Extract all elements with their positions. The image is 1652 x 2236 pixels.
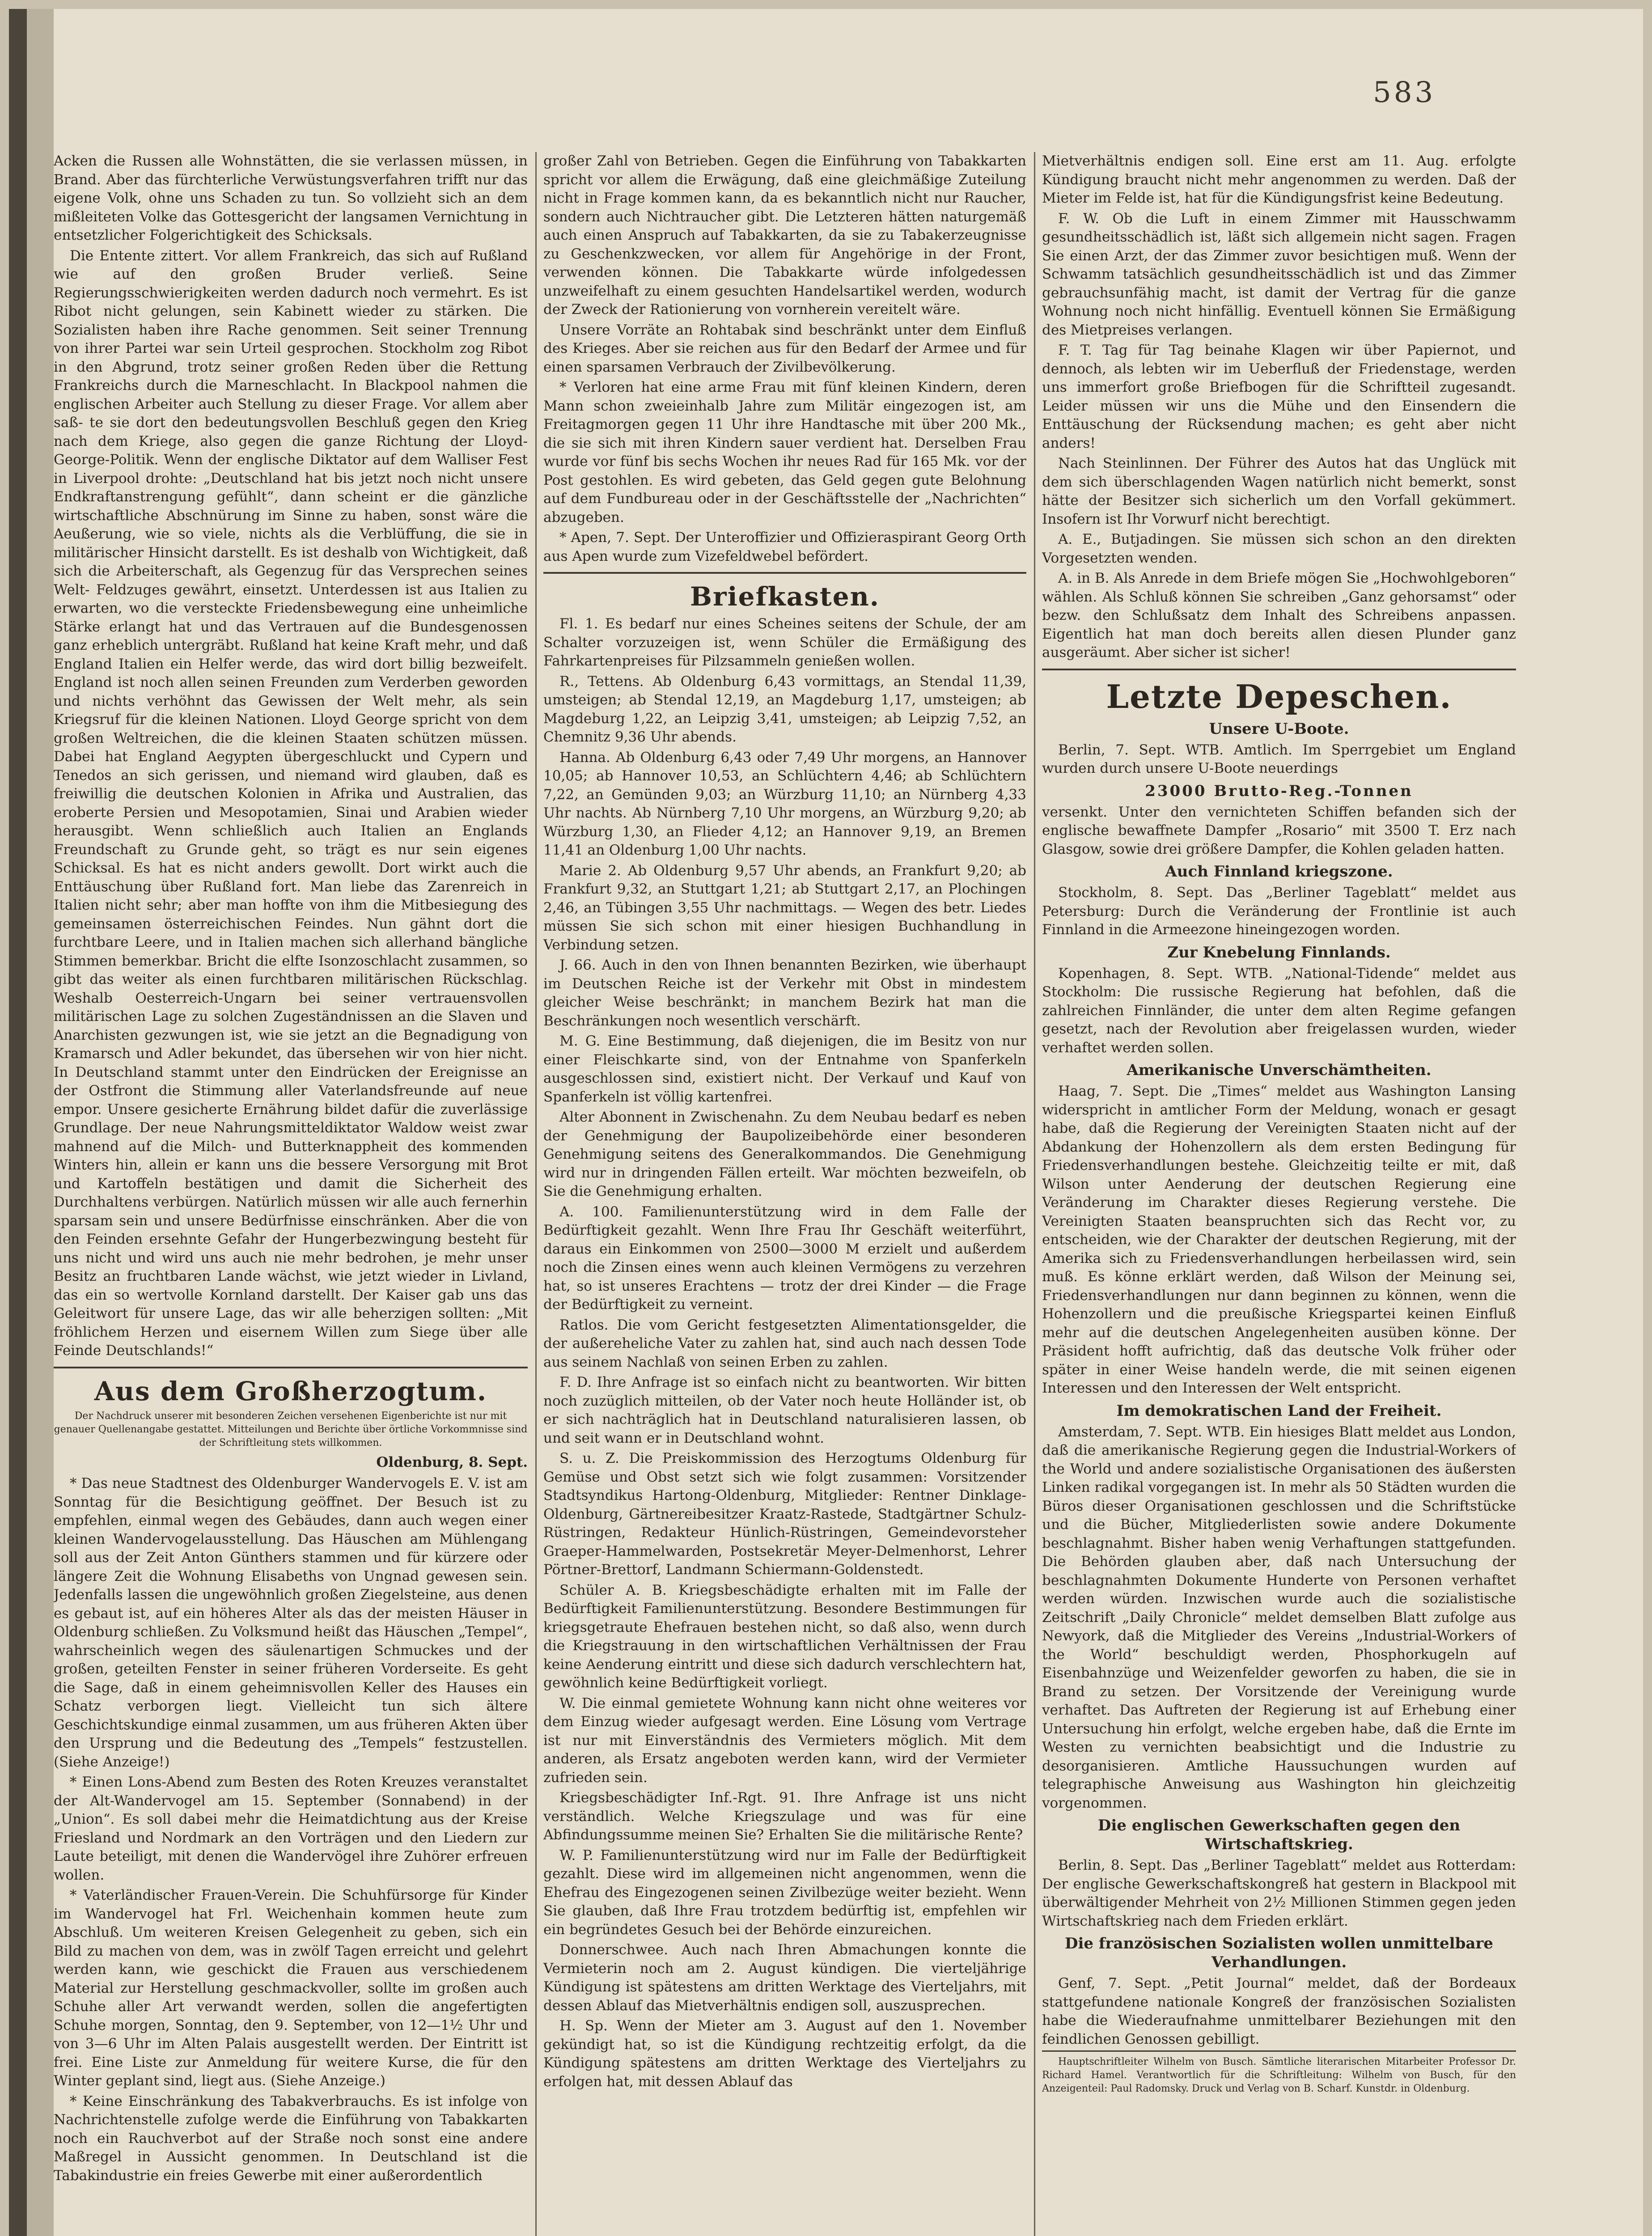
letter-answer: Fl. 1. Es bedarf nur eines Scheines seitens der Schule, der am Schalter vorzuzeigen ist, wenn Schüler die Ermäßigung des Fahrkartenpreises für Pilzsammeln genießen wollen. [543,616,1026,669]
imprint: Hauptschriftleiter Wilhelm von Busch. Sämtliche literarischen Mitarbeiter Professor Dr. Richard Hamel. Verantwortlich für die Schriftleitung: Wilhelm von Busch, für den Anzeigenteil: Paul Radomsky. Druck und Verlag von B. Scharf. Kunstdr. in Oldenburg. [1042,2050,1516,2096]
dispatch: Haag, 7. Sept. Die „Times“ meldet aus Washington Lansing widerspricht in amtlicher Form der Meldung, wonach er gesagt habe, daß die Regierung der Vereinigten Staaten nicht auf der Abdankung der Hohenzollern als dem ersten Bedingung für Friedensverhandlungen bestehe. Gleichzeitig teilte er mit, daß Wilson unter Aenderung der deutschen Regierung eine Veränderung im Charakter dieses Regierung verstehe. Die Vereinigten Staaten beanspruchten sich das Recht vor, zu entscheiden, wie der Charakter der deutschen Regierung, mit der Amerika sich zu Friedensverhandlungen herbeilassen wird, sein muß. Es könne erklärt werden, daß Wilson der Meinung sei, Friedensverhandlungen nur dann beginnen zu können, wenn die Hohenzollern und die preußische Kriegspartei keinen Einfluß mehr auf die deutschen Angelegenheiten ausüben könne. Der Präsident hofft aufrichtig, daß das deutsche Volk früher oder später in einer Weise handeln werde, die mit seinen eigenen Interessen und den Interessen der Welt entspricht. [1042,1083,1516,1396]
dispatch: Amsterdam, 7. Sept. WTB. Ein hiesiges Blatt meldet aus London, daß die amerikanische Regierung gegen die Industrial-Workers of the World und andere sozialistische Organisationen des äußersten Linken radikal vorgegangen ist. In mehr als 50 Städten wurden die Büros dieser Organisationen geschlossen und die Schriftstücke und die Bücher, Mitgliederlisten sowie andere Dokumente beschlagnahmt. Bisher haben wenig Verhaftungen stattgefunden. Die Behörden glauben aber, daß nach Untersuchung der beschlagnahmten Dokumente Hunderte von Personen verhaftet werden würden. Inzwischen wurde auch die sozialistische Zeitschrift „Daily Chronicle“ meldet demselben Blatt zufolge aus Newyork, daß die Mitglieder des Vereins „Industrial-Workers of the World“ beschuldigt werden, Phosphorkugeln auf Eisenbahnzüge und Weizenfelder geworfen zu haben, die sie in Brand zu setzen. Der Vorsitzende der Vereinigung wurde verhaftet. Das Auftreten der Regierung ist auf Erhebung einer Untersuchung hin erfolgt, welche ergeben habe, daß die Ernte im Westen zu vernichten beabsichtigt und die Industrie zu desorganisieren. Amtliche Haussuchungen wurden auf telegraphische Anweisung aus Washington hin gleichzeitig vorgenommen. [1042,1423,1516,1811]
section-divider [54,1367,528,1368]
letter-answer: Ratlos. Die vom Gericht festgesetzten Alimentationsgelder, die der außereheliche Vater zu zahlen hat, sind auch nach dessen Tode aus seinem Nachlaß von seinen Erben zu zahlen. [543,1317,1026,1370]
letter-answer: Hanna. Ab Oldenburg 6,43 oder 7,49 Uhr morgens, an Hannover 10,05; ab Hannover 10,53, an Schlüchtern 4,46; ab Schlüchtern 7,22, an Gemünden 9,03; an Würzburg 11,10; an Nürnberg 4,33 Uhr nachts. Ab Nürnberg 7,10 Uhr morgens, an Würzburg 9,20; ab Würzburg 1,30, an Flieder 4,12; an Hannover 9,19, an Bremen 11,41 an Oldenburg 1,00 Uhr nachts. [543,749,1026,858]
section-heading: Letzte Depeschen. [1106,677,1452,716]
dispatch: Kopenhagen, 8. Sept. WTB. „National-Tidende“ meldet aus Stockholm: Die russische Regierung hat befohlen, daß die zahlreichen Finnländer, die unter dem alten Regime gefangen gesetzt, nach der Revolution aber freigelassen wurden, wieder verhaftet werden sollen. [1042,965,1516,1056]
news-item: * Apen, 7. Sept. Der Unteroffizier und Offizieraspirant Georg Orth aus Apen wurde zum Vizefeldwebel befördert. [543,529,1026,564]
letter-answer: W. P. Familienunterstützung wird nur im Falle der Bedürftigkeit gezahlt. Diese wird im allgemeinen nicht angenommen, wenn die Ehefrau des Eingezogenen seinen Zivilbezüge weiter bezieht. Wenn Sie glauben, daß Ihre Frau trotzdem bedürftig ist, empfehlen wir ein begründetes Gesuch bei der Behörde einzureichen. [543,1847,1026,1938]
letter-answer: A. E., Butjadingen. Sie müssen sich schon an den direkten Vorgesetzten wenden. [1042,531,1516,566]
dispatch: Berlin, 7. Sept. WTB. Amtlich. Im Sperrgebiet um England wurden durch unsere U-Boote neuerdings [1042,741,1516,776]
letter-answer: Schüler A. B. Kriegsbeschädigte erhalten mit im Falle der Bedürftigkeit Familienunterstützung. Besondere Bestimmungen für kriegsgetraute Ehefrauen bestehen nicht, so daß also, wenn durch die Kriegstrauung in den wirtschaftlichen Verhältnissen der Frau keine Aenderung eintritt und diese sich dadurch verschlechtern hat, gewöhnlich keine Bedürftigkeit vorliegt. [543,1582,1026,1691]
subheading: Im demokratischen Land der Freiheit. [1116,1402,1442,1420]
letter-answer: A. 100. Familienunterstützung wird in dem Falle der Bedürftigkeit gezahlt. Wenn Ihre Frau Ihr Geschäft weiterführt, daraus ein Einkommen von 2500—3000 M erzielt und außerdem noch die Zinsen eines wenn auch kleinen Vermögens zu verzehren hat, so ist unseres Erachtens — trotz der drei Kinder — die Frage der Bedürftigkeit zu verneint. [543,1203,1026,1313]
letter-answer: Nach Steinlinnen. Der Führer des Autos hat das Unglück mit dem sich überschlagenden Wagen natürlich nicht bemerkt, sonst hätte der Besitzer sich sicherlich um den Vorfall gekümmert. Insofern ist Ihr Vorwurf nicht berechtigt. [1042,455,1516,527]
subheading: Die englischen Gewerkschaften gegen den Wirtschaftskrieg. [1097,1817,1461,1853]
letter-answer: W. Die einmal gemietete Wohnung kann nicht ohne weiteres vor dem Einzug wieder aufgesagt werden. Eine Lösung vom Vertrage ist nur mit Einverständnis des Vermieters möglich. Mit dem anderen, als Ersatz angeboten werden kann, wird der Vermieter zufrieden sein. [543,1695,1026,1786]
dateline: Oldenburg, 8. Sept. [376,1454,528,1470]
letter-answer: F. D. Ihre Anfrage ist so einfach nicht zu beantworten. Wir bitten noch zuzüglich mitteilen, ob der Vater noch heute Holländer ist, ob er sich nachträglich hat in Deutschland naturalisieren lassen, ob und seit wann er in Deutschland wohnt. [543,1374,1026,1446]
page-gutter [27,9,54,2236]
newspaper-page [9,9,1643,2236]
section-heading: Aus dem Großherzogtum. [94,1376,487,1406]
article-paragraph: Die Entente zittert. Vor allem Frankreich, das sich auf Rußland wie auf den großen Bruder verließ. Seine Regierungsschwierigkeiten werden dadurch noch vermehrt. Es ist Ribot nicht gelungen, sein Kabinett wieder zu stärken. Die Sozialisten haben ihre Rache genommen. Seit seiner Trennung von ihrer Partei war sein Urteil gesprochen. Stockholm zog Ribot in den Abgrund, trotz seiner großen Reden über die Rettung Frankreichs durch die Marneschlacht. In Blackpool nahmen die englischen Arbeiter auch Stellung zu dieser Frage. Vor allem aber saß- te sie dort den bedeutungsvollen Beschluß gegen den Krieg nach dem Kriege, also gegen die ganze Richtung der Lloyd-George-Politik. Wenn der englische Diktator auf dem Walliser Fest in Liverpool drohte: „Deutschland hat bis jetzt noch nicht unsere Endkraftanstrengung gefühlt“, dann scheint er die gänzliche wirtschaftliche Abschnürung im Sinne zu haben, sonst wäre die Aeußerung, wie so viele, nichts als die Verblüffung, die sie in militärischer Hinsicht darstellt. Es ist deshalb von Wichtigkeit, daß sich die Arbeiterschaft, als Gegenzug für das Versprechen seines Welt- Feldzuges gewährt, einsetzt. Unterdessen ist aus Italien zu erwarten, wo die versteckte Friedensbewegung eine unheimliche Stärke erlangt hat und das Vertrauen auf die Bundesgenossen ganz erheblich untergräbt. Rußland hat keine Kraft mehr, und daß England Italien ein Helfer werde, das wird dort billig bezweifelt. England ist noch allen seinen Freunden zum Verderben geworden und nichts verhöhnt das Gewissen der Welt mehr, als sein Kriegsruf für die kleinen Nationen. Lloyd George spricht von dem großen Weltreichen, die die kleinen Staaten schützen müssen. Dabei hat England Aegypten übergeschluckt und Cypern und Tenedos an sich gerissen, und niemand wird glauben, daß es freiwillig die deutschen Kolonien in Afrika und Australien, das eroberte Persien und Mesopotamien, Sinai und Arabien wieder herausgibt. Wenn schließlich auch Italien an Englands Freundschaft zu Grunde geht, so trägt es nur sein eigenes Schicksal. Es hat es nicht anders gewollt. Dort wirkt auch die Enttäuschung über Rußland fort. Man liebe das Zarenreich in Italien nicht sehr; aber man hoffte von ihm die Mitbesiegung des gemeinsamen österreichischen Feindes. Nun gähnt dort die furchtbare Leere, und in Italien machen sich allerhand bängliche Stimmen bemerkbar. Bricht die elfte Isonzoschlacht zusammen, so gibt das weiter als einen furchtbaren militärischen Rückschlag. Weshalb Oesterreich-Ungarn bei seiner vertrauensvollen militärischen Lage zu solchen Zugeständnissen an die Slaven und Anarchisten gezwungen ist, wie sie jetzt an die Begnadigung von Kramarsch und Adler bekundet, das übersehen wir von hier nicht. In Deutschland stammt unter den Eindrücken der Ereignisse an der Ostfront die Stimmung aller Vaterlandsfreunde auf neue empor. Unsere gesicherte Ernährung bildet dafür die zuverlässige Grundlage. Der neue Nahrungsmitteldiktator Waldow weist zwar mahnend auf die Milch- und Butterknappheit des kommenden Winters hin, allein er kann uns die bessere Versorgung mit Brot und Kartoffeln bestätigen und damit die Sicherheit des Durchhaltens verbürgen. Natürlich müssen wir alle auch fernerhin sparsam sein und unsere Bedürfnisse einschränken. Aber die von den Feinden ersehnte Gefahr der Hungerbezwingung besteht für uns nicht und wird uns auch nie mehr bedrohen, je mehr unser Besitz an fruchtbaren Lande wächst, wie jetzt wieder in Livland, das ein so wertvolle Kornland darstellt. Der Kaiser gab uns das Geleitwort für unsere Lage, das wir alle beherzigen sollten: „Mit fröhlichem Herzen und eisernem Willen zum Siege über alle Feinde Deutschlands!“ [54,247,528,1359]
news-item: * Verloren hat eine arme Frau mit fünf kleinen Kindern, deren Mann schon zweieinhalb Jahre zum Militär eingezogen ist, am Freitagmorgen gegen 11 Uhr ihre Handtasche mit über 200 Mk., die sie sich mit ihren Kindern sauer verdient hat. Derselben Frau wurde vor fünf bis sechs Wochen ihr neues Rad für 165 Mk. vor der Post gestohlen. Es wird gebeten, das Geld gegen gute Belohnung auf dem Fundbureau oder in der Geschäftsstelle der „Nachrichten“ abzugeben. [543,379,1026,525]
page-number: 583 [1373,76,1436,109]
letter-answer: M. G. Eine Bestimmung, daß diejenigen, die im Besitz von nur einer Fleischkarte sind, von der Entnahme von Spanferkeln ausgeschlossen sind, existiert nicht. Der Verkauf und Kauf von Spanferkeln ist völlig kartenfrei. [543,1033,1026,1105]
news-item: * Vaterländischer Frauen-Verein. Die Schuhfürsorge für Kinder im Wandervogel hat Frl. Weichenhain kommen heute zum Abschluß. Um weiteren Kreisen Gelegenheit zu geben, sich ein Bild zu machen von dem, was in zwölf Tagen erreicht und gelehrt werden kann, wie geschickt die Frauen aus verschiedenem Material zur Herstellung geschmackvoller, sollte im großen auch Schuhe aller Art verwandt werden, sollen die angefertigten Schuhe morgen, Sonntag, den 9. September, von 12—1½ Uhr und von 3—6 Uhr im Alten Palais ausgestellt werden. Der Eintritt ist frei. Eine Liste zur Anmeldung für weitere Kurse, die für den Winter geplant sind, liegt aus. (Siehe Anzeige.) [54,1887,528,2089]
subheading: Unsere U-Boote. [1209,720,1349,738]
letter-answer: S. u. Z. Die Preiskommission des Herzogtums Oldenburg für Gemüse und Obst setzt sich wie folgt zusammen: Vorsitzender Stadtsyndikus Hartong-Oldenburg, Mitglieder: Rentner Dinklage-Oldenburg, Gärtnereibesitzer Kraatz-Rastede, Stadtgärtner Schulz-Rüstringen, Redakteur Hünlich-Rüstringen, Gemeindevorsteher Graeper-Hammelwarden, Postsekretär Meyer-Delmenhorst, Lehrer Pörtner-Brettorf, Landmann Schiermann-Goldenstedt. [543,1450,1026,1578]
column-rule [535,152,537,2236]
letter-answer: Alter Abonnent in Zwischenahn. Zu dem Neubau bedarf es neben der Genehmigung der Baupolizeibehörde einer besonderen Genehmigung seitens des Generalkommandos. Die Genehmigung wird nur in dringenden Fällen erteilt. War möchten bezweifeln, ob Sie die Genehmigung erhalten. [543,1109,1026,1199]
news-item: * Das neue Stadtnest des Oldenburger Wandervogels E. V. ist am Sonntag für die Besichtigung geöffnet. Der Besuch ist zu empfehlen, einmal wegen des Gebäudes, dann auch wegen einer kleinen Wandervogelausstellung. Das Häuschen am Mühlengang soll aus der Zeit Anton Günthers stammen und für kürzere oder längere Zeit die Wohnung Elisabeths von Ungnad gewesen sein. Jedenfalls lassen die ungewöhnlich großen Ziegelsteine, aus denen es gebaut ist, auf ein höheres Alter als das der meisten Häuser in Oldenburg schließen. Zu Volksmund heißt das Häuschen „Tempel“, wahrscheinlich wegen des säulenartigen Schmuckes und der großen, geteilten Fenster in seiner früheren Vorderseite. Es geht die Sage, daß in einem geheimnisvollen Keller des Hauses ein Schatz verborgen liegt. Vielleicht tun sich ältere Geschichtskundige einmal zusammen, um aus früheren Akten über den Ursprung und die Bedeutung des „Tempels“ festzustellen. (Siehe Anzeige!) [54,1475,528,1770]
tonnage-figure: 23000 Brutto-Reg.-Tonnen [1145,782,1413,800]
letter-answer: H. Sp. Wenn der Mieter am 3. August auf den 1. November gekündigt hat, so ist die Kündigung rechtzeitig erfolgt, da die Kündigung spätestens am dritten Werktage des Vierteljahrs zu erfolgen hat, mit dessen Ablauf das [543,2018,1026,2090]
article-paragraph: Acken die Russen alle Wohnstätten, die sie verlassen müssen, in Brand. Aber das fürchterliche Verwüstungsverfahren trifft nur das eigene Volk, ohne uns Schaden zu tun. So vollzieht sich an dem mißleiteten Volke das Gottesgericht der langsamen Vernichtung in entsetzlicher Folgerichtigkeit des Schicksals. [54,153,528,243]
column-rule [1034,152,1035,2236]
letter-answer: Kriegsbeschädigter Inf.-Rgt. 91. Ihre Anfrage ist uns nicht verständlich. Welche Kriegszulage und was für eine Abfindungssumme meinen Sie? Erhalten Sie die militärische Rente? [543,1790,1026,1843]
subheading: Amerikanische Unverschämtheiten. [1127,1061,1432,1079]
dispatch: versenkt. Unter den vernichteten Schiffen befanden sich der englische bewaffnete Dampfer „Rosario“ mit 3500 T. Erz nach Glasgow, sowie drei größere Dampfer, die Kohlen geladen hatten. [1042,804,1516,857]
section-divider [1042,669,1516,670]
news-item: großer Zahl von Betrieben. Gegen die Einführung von Tabakkarten spricht vor allem die Erwägung, daß eine gleichmäßige Zuteilung nicht in Frage kommen kann, da es bekanntlich nicht nur Raucher, sondern auch Nichtraucher gibt. Die Letzteren hätten naturgemäß auch einen Anspruch auf Tabakkarten, da sie zu Tabakerzeugnisse zu Geschenkzwecken, vor allem für Angehörige in der Front, verwenden können. Die Tabakkarte würde infolgedessen unzweifelhaft zu einem gesuchten Handelsartikel werden, wodurch der Zweck der Rationierung von vornherein vereitelt wäre. [543,153,1026,318]
column-1 [54,152,528,2236]
dispatch: Stockholm, 8. Sept. Das „Berliner Tageblatt“ meldet aus Petersburg: Durch die Veränderung der Frontlinie ist auch Finnland in die Armeezone hineingezogen worden. [1042,885,1516,938]
dispatch: Genf, 7. Sept. „Petit Journal“ meldet, daß der Bordeaux stattgefundene nationale Kongreß der französischen Sozialisten habe die Wiederaufnahme unmittelbarer Beziehungen mit den feindlichen Genossen gebilligt. [1042,1975,1516,2047]
letter-answer: F. T. Tag für Tag beinahe Klagen wir über Papiernot, und dennoch, als lebten wir im Ueberfluß der Friedenstage, werden uns immerfort große Briefbogen für die Schriftteil zugesandt. Leider müssen wir uns die Mühe und den Einsendern die Enttäuschung der Rücksendung machen; es geht aber nicht anders! [1042,342,1516,451]
reprint-note: Der Nachdruck unserer mit besonderen Zeichen versehenen Eigenberichte ist nur mit genauer Quellenangabe gestattet. Mitteilungen und Berichte über örtliche Vorkommnisse sind der Schriftleitung stets willkommen. [54,1410,528,1448]
news-item: * Keine Einschränkung des Tabakverbrauchs. Es ist infolge von Nachrichtenstelle zufolge werde die Einführung von Tabakkarten noch ein Rauchverbot auf der Straße noch sonst eine andere Maßregel in Aussicht genommen. In Deutschland ist die Tabakindustrie ein freies Gewerbe mit einer außerordentlich [54,2093,528,2184]
dispatch: Berlin, 8. Sept. Das „Berliner Tageblatt“ meldet aus Rotterdam: Der englische Gewerkschaftskongreß hat gestern in Blackpool mit überwältigender Mehrheit von 2½ Millionen Stimmen gegen jeden Wirtschaftskrieg nach dem Frieden erklärt. [1042,1857,1516,1929]
letter-answer: F. W. Ob die Luft in einem Zimmer mit Hausschwamm gesundheitsschädlich ist, läßt sich allgemein nicht sagen. Fragen Sie einen Arzt, der das Zimmer zuvor besichtigen muß. Wenn der Schwamm tatsächlich gesundheitsschädlich ist und das Zimmer gebrauchsunfähig macht, ist damit der Vertrag für die ganze Wohnung noch nicht hinfällig. Eventuell können Sie Ermäßigung des Mietpreises verlangen. [1042,210,1516,338]
letter-answer: A. in B. Als Anrede in dem Briefe mögen Sie „Hochwohlgeboren“ wählen. Als Schluß können Sie schreiben „Ganz gehorsamst“ oder bezw. den Schlußsatz dem Inhalt des Schreibens anpassen. Eigentlich hat man doch bereits allen diesen Plunder ganz ausgeräumt. Aber sicher ist sicher! [1042,570,1516,661]
subheading: Auch Finnland kriegszone. [1165,863,1393,881]
letter-answer: Marie 2. Ab Oldenburg 9,57 Uhr abends, an Frankfurt 9,20; ab Frankfurt 9,32, an Stuttgart 1,21; ab Stuttgart 2,17, an Plochingen 2,46, an Tübingen 3,55 Uhr nachmittags. — Wegen des betr. Liedes müssen Sie sich schon mit einer hiesigen Buchhandlung in Verbindung setzen. [543,862,1026,953]
news-item: Unsere Vorräte an Rohtabak sind beschränkt unter dem Einfluß des Krieges. Aber sie reichen aus für den Bedarf der Armee und für einen sparsamen Verbrauch der Zivilbevölkerung. [543,322,1026,375]
binding-spine [9,9,27,2236]
section-heading: Briefkasten. [690,581,880,612]
subheading: Zur Knebelung Finnlands. [1167,943,1391,961]
news-item: * Einen Lons-Abend zum Besten des Roten Kreuzes veranstaltet der Alt-Wandervogel am 15. September (Sonnabend) in der „Union“. Es soll dabei mehr die Heimatdichtung aus der Kreise Friesland und Nordmark an den Vorträgen und den Liedern zur Laute beteiligt, mit denen die Wandervögel ihre Zuhörer erfreuen wollen. [54,1774,528,1883]
subheading: Die französischen Sozialisten wollen unmittelbare Verhandlungen. [1065,1935,1493,1971]
column-3 [1042,152,1516,2236]
letter-answer: R., Tettens. Ab Oldenburg 6,43 vormittags, an Stendal 11,39, umsteigen; ab Stendal 12,19, an Magdeburg 1,17, umsteigen; ab Magdeburg 1,22, an Leipzig 3,41, umsteigen; ab Leipzig 7,52, an Chemnitz 9,36 Uhr abends. [543,673,1026,745]
letter-answer: Donnerschwee. Auch nach Ihren Abmachungen konnte die Vermieterin noch am 2. August kündigen. Die vierteljährige Kündigung ist spätestens am dritten Werktage des Vierteljahrs, mit dessen Ablauf das Mietverhältnis endigen soll, auszusprechen. [543,1942,1026,2014]
letter-answer: J. 66. Auch in den von Ihnen benannten Bezirken, wie überhaupt im Deutschen Reiche ist der Verkehr mit Obst in mindestem gleicher Weise beschränkt; in manchem Bezirk hat man die Beschränkungen noch wesentlich verschärft. [543,957,1026,1029]
column-2 [543,152,1026,2236]
letter-answer: Mietverhältnis endigen soll. Eine erst am 11. Aug. erfolgte Kündigung braucht nicht mehr angenommen zu werden. Daß der Mieter im Felde ist, hat für die Kündigungsfrist keine Bedeutung. [1042,153,1516,206]
section-divider [543,572,1026,574]
